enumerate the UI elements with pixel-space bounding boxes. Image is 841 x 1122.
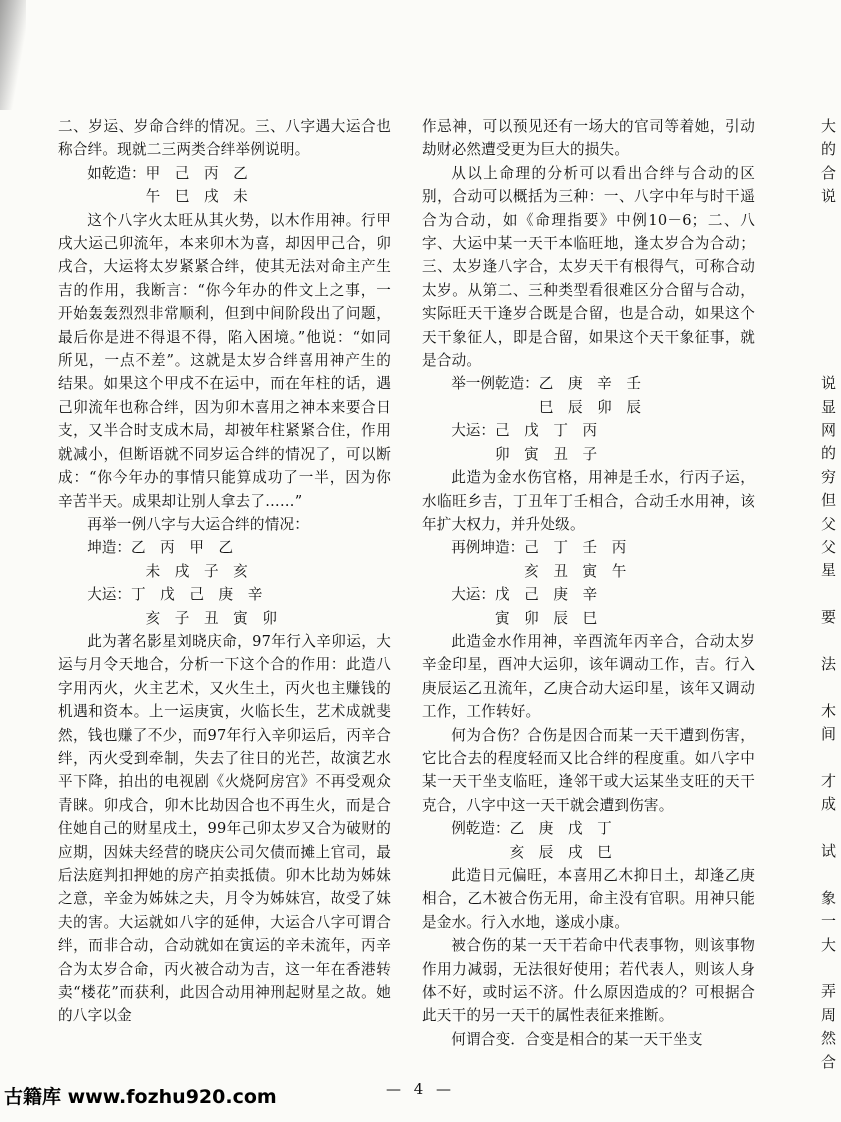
horoscope-chart-line: 坤造：乙 丙 甲 乙: [58, 539, 234, 557]
edge-glyph: 网: [821, 421, 837, 440]
horoscope-chart-line: 再例坤造：己 丁 壬 丙: [422, 539, 627, 557]
edge-glyph: [821, 864, 841, 887]
edge-glyph: 星: [821, 561, 837, 580]
edge-glyph: 合: [821, 1052, 837, 1071]
edge-glyph: 合: [821, 163, 837, 182]
edge-glyph: 显: [821, 397, 837, 416]
edge-glyph: [821, 817, 841, 840]
paragraph: 被合伤的某一天干若命中代表事物，则该事物作用力减弱，无法很好使用；若代表人，则该人身体不好，或时运不济。什么原因造成的？可根据合此天干的另一天干的属性表征来推断。: [422, 937, 755, 1025]
left-text-column: [58, 115, 391, 1028]
edge-glyph: [821, 232, 841, 255]
paragraph: 何为合伤？合伤是因合而某一天干遭到伤害，它比合去的程度轻而又比合绊的程度重。如八字中某一天干坐支临旺，逢邻干或大运某坐支旺的天干克合，八字中这一天干就会遭到伤害。: [422, 726, 755, 814]
edge-glyph: 间: [821, 725, 837, 744]
paragraph: 从以上命理的分析可以看出合绊与合动的区别，合动可以概括为三种：一、八字中年与时干遥合为合动，如《命理指要》中例10－6；二、八字、大运中某一天干本临旺地，逢太岁合为合动；三、太岁逢八字合，太岁天干有根得气，可称合动太岁。从第二、三种类型看很难区分合留与合动，实际旺天干逢岁合既是合留，也是合动，如果这个天干象征人，即是合留，如果这个天干象征事，就是合动。: [422, 164, 755, 370]
paragraph: 作忌神，可以预见还有一场大的官司等着她，引动劫财必然遭受更为巨大的损失。: [422, 118, 755, 159]
paragraph: 再举一例八字与大运合绊的情况：: [87, 515, 310, 533]
cropped-next-column: [821, 115, 841, 1074]
edge-glyph: 的: [821, 444, 837, 463]
paragraph: 何谓合变．合变是相合的某一天干坐支: [451, 1030, 703, 1048]
horoscope-chart-line: 亥 丑 寅 午: [422, 562, 627, 580]
edge-glyph: 周: [821, 1005, 837, 1024]
edge-glyph: 穷: [821, 467, 837, 486]
horoscope-chart-line: 亥 辰 戌 巳: [422, 843, 612, 861]
edge-glyph: 说: [821, 187, 837, 206]
edge-glyph: 父: [821, 538, 837, 557]
paragraph: 此为著名影星刘晓庆命，97年行入辛卯运，大运与月令天地合，分析一下这个合的作用：此造八字用丙火，火主艺术，又火生土，丙火也主赚钱的机遇和资本。上一运庚寅，火临长生，艺术成就斐然，钱也赚了不少，而97年行入辛卯运后，丙辛合绊，丙火受到牵制，失去了往日的光芒，故演艺水平下降，拍出的电视剧《火烧阿房宫》不再受观众青睐。卯戌合，卯木比劫因合也不再生火，而是合住她自己的财星戌土，99年己卯太岁又合为破财的应期，因妹夫经营的晓庆公司欠债而摊上官司，最后法庭判扣押她的房产拍卖抵债。卯木比劫为姊妹之意，辛金为姊妹之夫，月令为姊妹宫，故受了妹夫的害。大运就如八字的延伸，大运合八字可谓合绊，而非合动，合动就如在寅运的辛未流年，丙辛合为太岁合命，丙火被合动为吉，这一年在香港转卖“楼花”而获利，此因合动用神刑起财星之故。她的八字以金: [58, 632, 391, 1025]
edge-glyph: [821, 583, 841, 606]
edge-glyph: [821, 349, 841, 372]
horoscope-chart-line: 午 巳 戌 未: [58, 188, 248, 206]
horoscope-chart-line: 大运：丁 戊 己 庚 辛: [58, 586, 263, 604]
edge-glyph: 一: [821, 912, 837, 931]
paragraph: 此造日元偏旺，本喜用乙木抑日土，却逢乙庚相合，乙木被合伤无用，命主没有官职。用神只能是金水。行入水地，遂成小康。: [422, 867, 755, 931]
horoscope-chart-line: 举一例乾造：乙 庚 辛 壬: [422, 375, 641, 393]
edge-glyph: 大: [821, 117, 837, 135]
edge-glyph: 但: [821, 491, 837, 510]
edge-glyph: 试: [821, 842, 837, 861]
edge-glyph: 弄: [821, 982, 837, 1001]
edge-glyph: 才: [821, 771, 837, 790]
edge-glyph: [821, 630, 841, 653]
horoscope-chart-line: 寅 卯 辰 巳: [422, 609, 598, 627]
horoscope-chart-line: 未 戌 子 亥: [58, 562, 248, 580]
edge-glyph: [821, 326, 841, 349]
paragraph: 这个八字火太旺从其火势，以木作用神。行甲戌大运己卯流年，本来卯木为喜，却因甲己合，卯戌合，大运将太岁紧紧合绊，使其无法对命主产生吉的作用，我断言：“你今年办的件文上之事，一开始轰轰烈烈非常顺利，但到中间阶段出了问题，最后你是进不得退不得，陷入困境。”他说：“如同所见，一点不差”。这就是太岁合绊喜用神产生的结果。如果这个甲戌不在运中，而在年柱的话，遇己卯流年也称合绊，因为卯木喜用之神本来要合日支，又半合时支成木局，却被年柱紧紧合住，作用就减小，但断语就不同岁运合绊的情况了，可以断成：“你今年办的事情只能算成功了一半，因为你辛苦半天。成果却让别人拿去了……”: [58, 211, 391, 510]
edge-glyph: 木: [821, 701, 837, 720]
horoscope-chart-line: 巳 辰 卯 辰: [422, 398, 641, 416]
scan-edge-shadow: [0, 0, 26, 110]
edge-glyph: 成: [821, 795, 837, 814]
page-number: — 4 —: [385, 1080, 456, 1098]
edge-glyph: [821, 209, 841, 232]
horoscope-chart-line: 例乾造：乙 庚 戊 丁: [422, 820, 612, 838]
paragraph: 此造为金水伤官格，用神是壬水，行丙子运，水临旺乡吉，丁丑年丁壬相合，合动壬水用神，该年扩大权力，并升处级。: [422, 469, 755, 533]
edge-glyph: 父: [821, 514, 837, 533]
paragraph: 此造金水作用神，辛酉流年丙辛合，合动太岁辛金印星，酉冲大运卯，该年调动工作，吉。行入庚辰运乙丑流年，乙庚合动大运印星，该年又调动工作，工作转好。: [422, 632, 755, 721]
edge-glyph: 象: [821, 888, 837, 907]
edge-glyph: [821, 279, 841, 302]
edge-glyph: 大: [821, 935, 837, 954]
edge-glyph: [821, 747, 841, 770]
edge-glyph: 然: [821, 1029, 837, 1048]
edge-glyph: 说: [821, 374, 837, 393]
edge-glyph: [821, 676, 841, 699]
horoscope-chart-line: 卯 寅 丑 子: [422, 445, 598, 463]
edge-glyph: [821, 302, 841, 325]
horoscope-chart-line: 大运：戊 己 庚 辛: [422, 586, 598, 604]
edge-glyph: [821, 255, 841, 278]
edge-glyph: [821, 957, 841, 980]
horoscope-chart-line: 亥 子 丑 寅 卯: [58, 609, 277, 627]
edge-glyph: 法: [821, 654, 837, 673]
right-text-column: [422, 115, 755, 1051]
horoscope-chart-line: 大运：己 戊 丁 丙: [422, 422, 598, 440]
edge-glyph: 要: [821, 608, 837, 627]
horoscope-chart-line: 如乾造：甲 己 丙 乙: [58, 164, 248, 182]
paragraph: 二、岁运、岁命合绊的情况。三、八字遇大运合也称合绊。现就二三两类合绊举例说明。: [58, 118, 391, 159]
site-watermark: 古籍库 www.fozhu920.com: [4, 1086, 277, 1108]
edge-glyph: 的: [821, 140, 837, 159]
